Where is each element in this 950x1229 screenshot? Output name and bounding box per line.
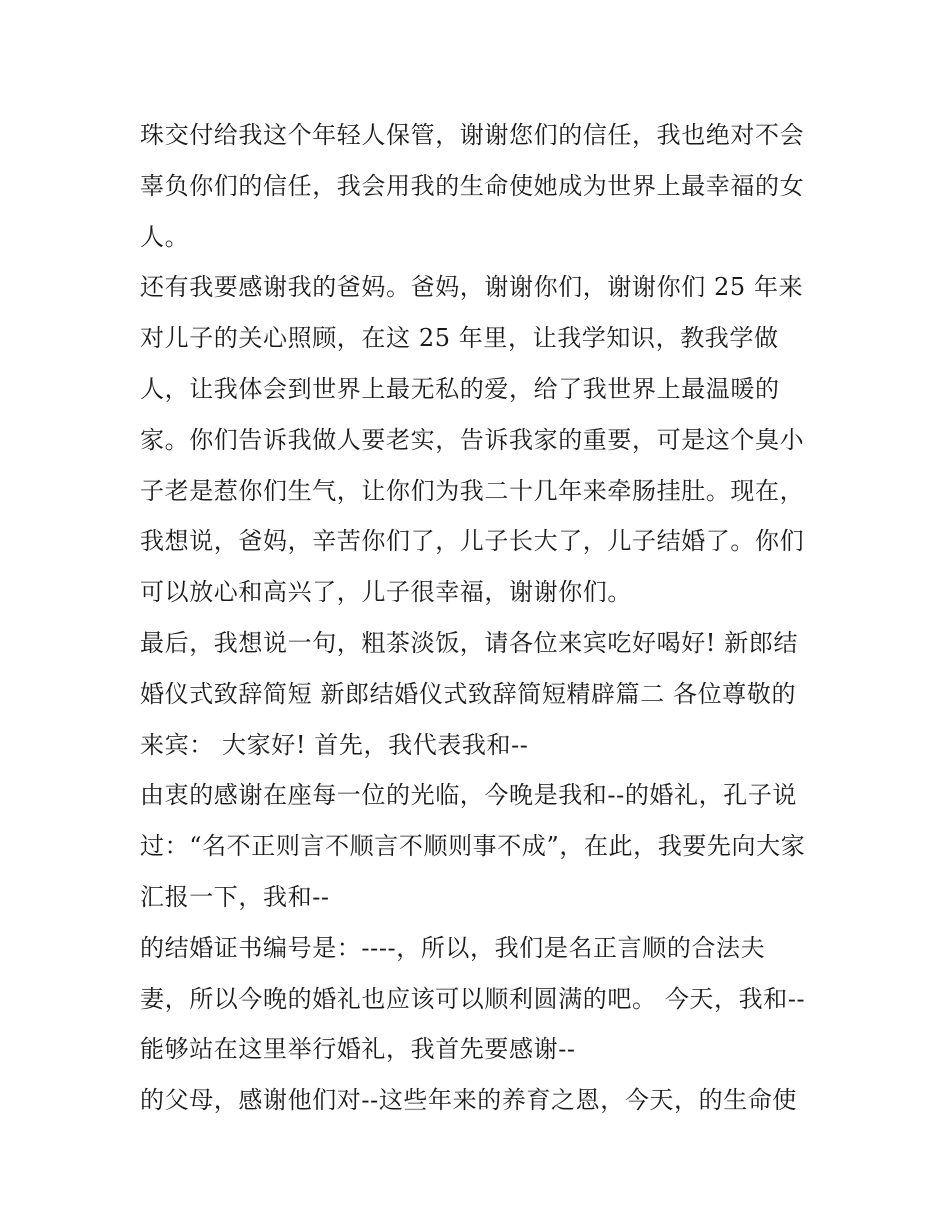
text-line: 最后，我想说一句，粗茶淡饭，请各位来宾吃好喝好! 新郎结 <box>140 628 799 657</box>
text-line: 对儿子的关心照顾，在这 25 年里，让我学知识，教我学做 <box>140 324 779 353</box>
text-line: 来宾： 大家好! 首先，我代表我和-- <box>140 730 529 759</box>
text-line: 婚仪式致辞简短 新郎结婚仪式致辞简短精辟篇二 各位尊敬的 <box>140 679 797 708</box>
text-line: 的结婚证书编号是：----，所以，我们是名正言顺的合法夫 <box>140 933 766 962</box>
text-line: 我想说，爸妈，辛苦你们了，儿子长大了，儿子结婚了。你们 <box>140 527 805 556</box>
body-text <box>140 110 820 1126</box>
text-line: 还有我要感谢我的爸妈。爸妈，谢谢你们，谢谢你们 25 年来 <box>140 273 804 302</box>
text-line: 能够站在这里举行婚礼，我首先要感谢-- <box>140 1035 576 1064</box>
text-line: 子老是惹你们生气，让你们为我二十几年来牵肠挂肚。现在， <box>140 476 805 505</box>
text-line: 的父母，感谢他们对--这些年来的养育之恩，今天，的生命使 <box>140 1086 798 1115</box>
text-line: 可以放心和高兴了，儿子很幸福，谢谢你们。 <box>140 578 632 607</box>
text-line: 辜负你们的信任，我会用我的生命使她成为世界上最幸福的女 <box>140 171 805 200</box>
text-line: 汇报一下，我和-- <box>140 882 330 911</box>
text-line: 人，让我体会到世界上最无私的爱，给了我世界上最温暖的 <box>140 374 780 403</box>
text-line: 由衷的感谢在座每一位的光临，今晚是我和--的婚礼，孔子说 <box>140 781 798 810</box>
text-line: 过：“名不正则言不顺言不顺则事不成”，在此，我要先向大家 <box>140 832 806 861</box>
text-line: 珠交付给我这个年轻人保管，谢谢您们的信任，我也绝对不会 <box>140 121 805 149</box>
text-line: 家。你们告诉我做人要老实，告诉我家的重要，可是这个臭小 <box>140 425 805 454</box>
text-line: 妻，所以今晚的婚礼也应该可以顺利圆满的吧。 今天，我和-- <box>140 984 806 1013</box>
text-line: 人。 <box>140 222 190 251</box>
